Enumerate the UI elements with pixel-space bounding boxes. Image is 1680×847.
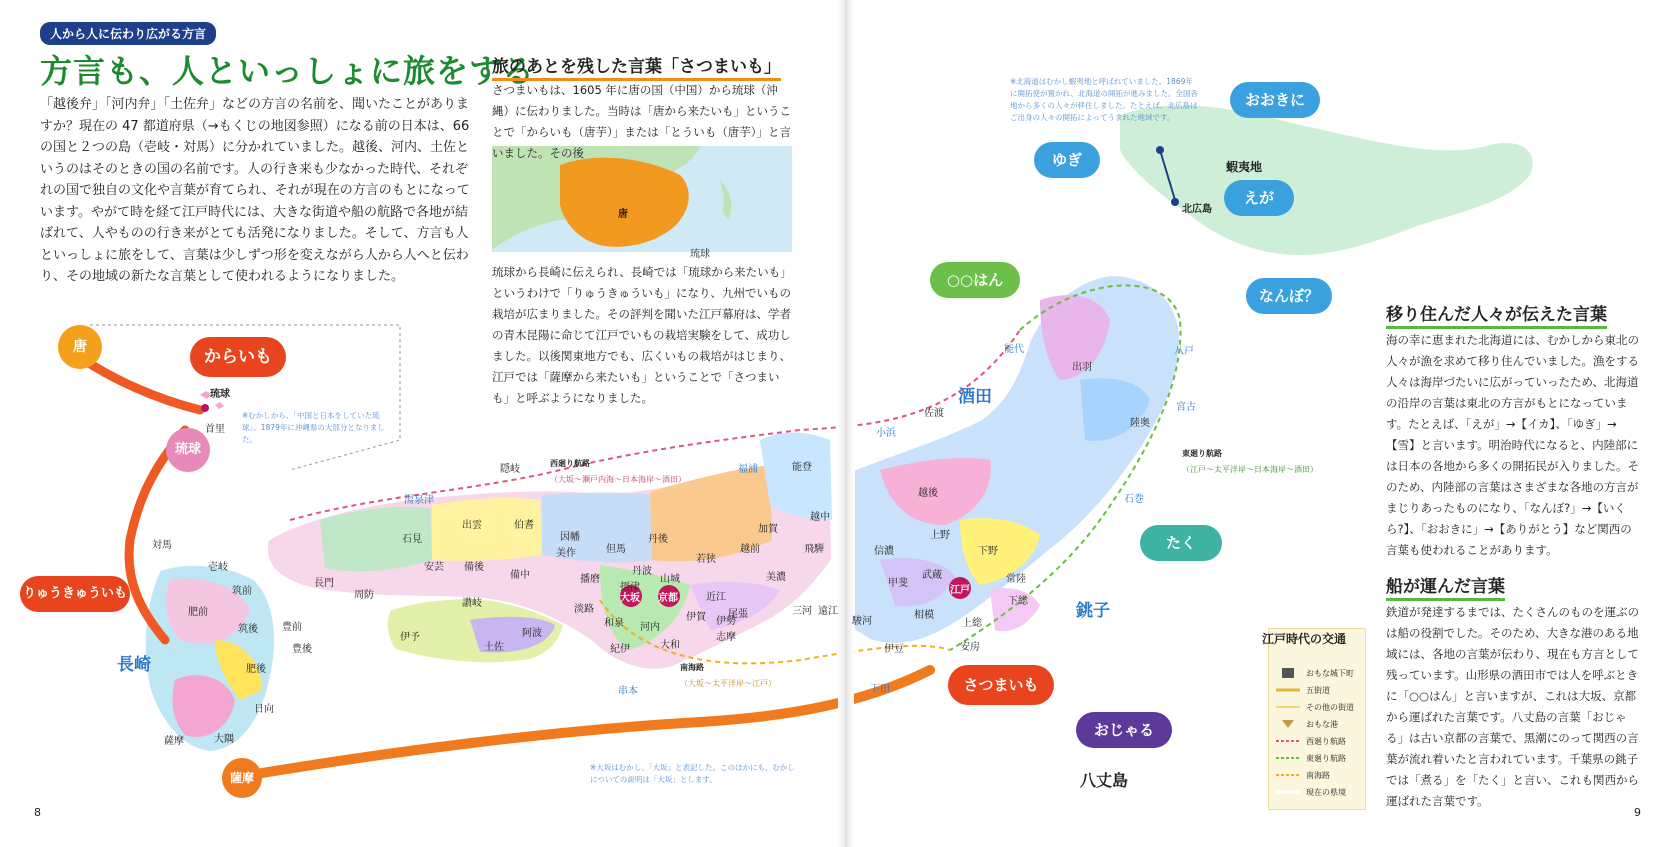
province-label: 越中 (810, 512, 830, 523)
legend-item: 東廻り航路 (1306, 754, 1346, 763)
province-label: 美作 (556, 548, 576, 559)
osaka-label: 大坂 (620, 593, 640, 604)
ezochi-label: 蝦夷地 (1226, 160, 1263, 174)
province-label: 伊予 (400, 632, 420, 643)
province-label: 肥後 (246, 664, 266, 675)
nankai-route-sub: （大坂〜太平洋岸〜江戸） (680, 679, 776, 688)
karaimo-bubble: からいも (190, 337, 286, 377)
port-label: 小浜 (876, 428, 896, 439)
province-label: 石見 (402, 534, 422, 545)
province-label: 上総 (962, 618, 982, 629)
nagasaki-label: 長崎 (117, 655, 151, 675)
province-label: 豊後 (292, 644, 312, 655)
ryukyu-map-label: 琉球 (210, 389, 230, 400)
yugi-bubble: ゆぎ (1034, 142, 1100, 178)
nanbo-bubble: なんぼ？ (1246, 278, 1332, 314)
province-label: 紀伊 (610, 644, 630, 655)
province-label: 能登 (792, 462, 812, 473)
province-label: 山城 (660, 574, 680, 585)
province-label: 壱岐 (208, 562, 228, 573)
ship-heading: 船が運んだ言葉 (1386, 572, 1505, 601)
province-label: 伊豆 (884, 644, 904, 655)
intro-paragraph: 「越後弁」「河内弁」「土佐弁」などの方言の名前を、聞いたことがありますか？現在の 47 都道府県（→もくじの地図参照）になる前の日本は、66 の国と２つの島（壱岐・対馬）に分かれていました。越後、河内、土佐というのはそのときの国の名前です。人の行き来も少なかった時代、それぞれの国で独自の文化や言葉が育てられ、それが現在の方言のもとになっています。やがて時を経て江戸時代には、大きな街道や船の航路で各地が結ばれて、人やものの行き来がとても活発になりました。そして、方言も人といっしょに旅をして、言葉は少しずつ形を変えながら人から人へと伝わり、その地域の新たな言葉として使われるようになりました。 (40, 97, 470, 284)
legend-symbols (1274, 664, 1302, 804)
satsuma-circle: 薩摩 (222, 758, 262, 798)
migration-text: 海の幸に恵まれた北海道には、むかしから東北の人々が漁を求めて移り住んでいました。漁をする人々は海岸づたいに広がっていったため、北海道の沿岸の言葉は東北の方言がもとになっています。たとえば、「えが」→【イカ】、「ゆぎ」→【雪】と言います。明治時代になると、内陸部には日本の各地から多くの開拓民が入りました。そのため、内陸部の言葉はさまざまな各地の方言がまじりあったものになり、「なんぼ?」→【いくら?】、「おおきに」→【ありがとう】など関西の言葉も使われることがあります。 (1386, 333, 1639, 557)
kyoto-label: 京都 (658, 593, 678, 604)
legend-item: おもな港 (1306, 720, 1338, 729)
section-badge: 人から人に伝わり広がる方言 (40, 22, 216, 45)
province-label: 伊賀 (686, 612, 706, 623)
province-label: 大和 (660, 640, 680, 651)
province-label: 若狭 (696, 554, 716, 565)
province-label: 下総 (1008, 596, 1028, 607)
port-label: 宮古 (1176, 402, 1196, 413)
province-label: 越後 (918, 488, 938, 499)
port-label: 串本 (618, 686, 638, 697)
province-label: 志摩 (716, 632, 736, 643)
nishimawari-route-sub: （大坂〜瀬戸内海〜日本海岸〜酒田） (550, 475, 686, 484)
province-label: 対馬 (152, 540, 172, 551)
port-label: 石巻 (1124, 494, 1144, 505)
nankai-route-label: 南海路 (680, 663, 704, 672)
province-label: 備後 (464, 562, 484, 573)
province-label: 阿波 (522, 628, 542, 639)
province-label: 上野 (930, 530, 950, 541)
province-label: 河内 (640, 622, 660, 633)
province-label: 丹後 (648, 534, 668, 545)
province-label: 甲斐 (888, 578, 908, 589)
province-label: 周防 (354, 590, 374, 601)
province-label: 備中 (510, 570, 530, 581)
satsumaimo-heading: 旅のあとを残した言葉「さつまいも」 (492, 52, 781, 81)
legend-item: その他の街道 (1306, 703, 1354, 712)
port-label: 八戸 (1174, 346, 1194, 357)
province-label: 安房 (960, 642, 980, 653)
province-label: 丹波 (632, 566, 652, 577)
ryukyu-circle: 琉球 (166, 428, 210, 472)
province-label: 豊前 (282, 622, 302, 633)
choshi-label: 銚子 (1076, 601, 1110, 621)
province-label: 薩摩 (164, 736, 184, 747)
province-label: 尾張 (728, 609, 748, 620)
hokkaido-note: ※北海道はむかし蝦夷地と呼ばれていました。1869年に開拓使が置かれ、北海道の開拓が進みました。全国各地から多くの人々が移住しました。たとえば、北広島はご出身の人々の開拓によってうまれた地域です。 (1010, 77, 1198, 122)
province-label: 隠岐 (500, 464, 520, 475)
province-label: 加賀 (758, 524, 778, 535)
province-label: 安芸 (424, 562, 444, 573)
legend-item: おもな城下町 (1306, 669, 1354, 678)
province-label: 摂津 (620, 582, 640, 593)
sakata-label: 酒田 (958, 387, 992, 407)
province-label: 武蔵 (922, 570, 942, 581)
province-label: 越前 (740, 544, 760, 555)
inset-ryukyu-label: 琉球 (690, 249, 710, 260)
satsumaimo-text-1: さつまいもは、1605 年に唐の国（中国）から琉球（沖縄）に伝わりました。当時は「唐から来たいも」ということで「からいも（唐芋）」または「とういも（唐芋）」と言いました。その後 (492, 83, 791, 160)
province-label: 長門 (314, 578, 334, 589)
higashimawari-route-label: 東廻り航路 (1182, 449, 1222, 458)
satsumaimo-bubble: さつまいも (948, 665, 1054, 705)
ryukyu-note: ※むかしから、「中国と日本をしていた琉球」。1879年に沖縄県の大部分となりました。 (242, 411, 385, 444)
province-label: 播磨 (580, 574, 600, 585)
ship-text: 鉄道が発達するまでは、たくさんのものを運ぶのは船の役割でした。そのため、大きな港のある地域には、各地の言葉が伝わり、現在も方言として残っています。山形県の酒田市では人を呼ぶときに「○○はん」と言いますが、これは大坂、京都から運ばれた言葉です。八丈島の言葉「おじゃる」は古い京都の言葉で、黒潮にのって関西の言葉が流れ着いたと言われています。千葉県の銚子では「煮る」を「たく」と言い、これも関西から運ばれた言葉です。 (1386, 605, 1639, 808)
province-label: 大隅 (214, 734, 234, 745)
port-label: 福浦 (738, 464, 758, 475)
ega-bubble: えが (1224, 180, 1294, 216)
province-label: 出羽 (1072, 362, 1092, 373)
province-label: 相模 (914, 610, 934, 621)
edo-label: 江戸 (950, 585, 970, 596)
province-label: 三河 (792, 606, 812, 617)
province-label: 淡路 (574, 604, 594, 615)
port-label: 湯泉津 (404, 495, 434, 506)
province-label: 但馬 (606, 544, 626, 555)
province-label: 佐渡 (924, 408, 944, 419)
province-label: 筑後 (238, 624, 258, 635)
province-label: 日向 (254, 704, 274, 715)
province-label: 駿河 (852, 616, 872, 627)
province-label: 肥前 (188, 607, 208, 618)
page-number-right: 9 (1634, 806, 1641, 819)
osaka-note: ※大坂はむかし、「大坂」と表記した。このほかにも、むかしについての説明は「大坂」とします。 (590, 763, 796, 784)
ookini-bubble: おおきに (1230, 82, 1320, 118)
port-label: 能代 (1004, 344, 1024, 355)
port-label: 下田 (870, 684, 890, 695)
legend-title: 江戸時代の交通 (1262, 632, 1347, 646)
ohan-bubble: ○○はん (930, 262, 1020, 298)
province-label: 信濃 (874, 546, 894, 557)
migration-heading: 移り住んだ人々が伝えた言葉 (1386, 300, 1607, 329)
page-title: 方言も、人といっしょに旅をする (40, 52, 536, 90)
province-label: 讃岐 (462, 598, 482, 609)
nishimawari-route-label: 西廻り航路 (550, 459, 590, 468)
province-label: 筑前 (232, 586, 252, 597)
kara-circle: 唐 (58, 325, 102, 369)
page-number-left: 8 (34, 806, 41, 819)
legend-item: 五街道 (1306, 686, 1330, 695)
province-label: 美濃 (766, 572, 786, 583)
legend-item: 南海路 (1306, 771, 1330, 780)
taku-bubble: たく (1140, 525, 1222, 561)
shuri-label: 首里 (205, 424, 225, 435)
book-gutter (838, 0, 854, 847)
province-label: 近江 (706, 592, 726, 603)
legend-item: 現在の県境 (1306, 788, 1346, 797)
ojaru-bubble: おじゃる (1076, 712, 1172, 748)
province-label: 下野 (978, 546, 998, 557)
province-label: 常陸 (1006, 574, 1026, 585)
province-label: 飛騨 (804, 544, 824, 555)
legend-item: 西廻り航路 (1306, 737, 1346, 746)
province-label: 出雲 (462, 520, 482, 531)
province-label: 遠江 (818, 606, 838, 617)
province-label: 和泉 (604, 618, 624, 629)
province-label: 伯耆 (514, 520, 534, 531)
province-label: 伊勢 (716, 616, 736, 627)
hachijo-label: 八丈島 (1080, 771, 1129, 790)
province-label: 土佐 (484, 642, 504, 653)
ryukyuimo-bubble: りゅうきゅういも (20, 576, 130, 612)
province-label: 陸奥 (1130, 418, 1150, 429)
province-label: 因幡 (560, 532, 580, 543)
satsumaimo-text-2: 琉球から長崎に伝えられ、長崎では「琉球から来たいも」というわけで「りゅうきゅういも」になり、九州でいもの栽培が広まりました。その評判を聞いた江戸幕府は、学者の青木昆陽に命じて江戸でいもの栽培実験をして、成功しました。以後関東地方でも、広くいもの栽培がはじまり、江戸では「薩摩から来たいも」ということで「さつまいも」と呼ぶようになりました。 (492, 265, 792, 405)
kitahiroshima-label: 北広島 (1182, 204, 1212, 215)
higashimawari-route-sub: （江戸〜太平洋岸〜日本海岸〜酒田） (1182, 465, 1318, 474)
china-label: 唐 (618, 209, 628, 220)
